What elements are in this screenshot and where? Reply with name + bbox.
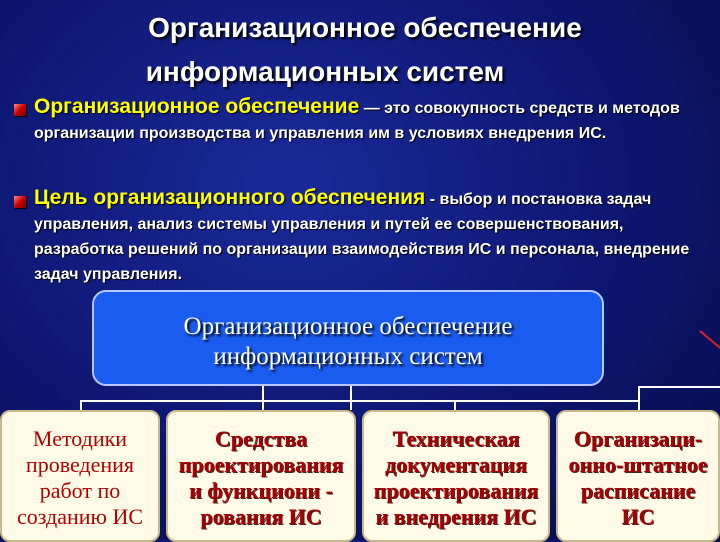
bullet-head: Организационное обеспечение [34, 95, 360, 118]
node-staffing [556, 410, 720, 542]
node-label: Организаци- онно-штатное расписание ИС [568, 426, 708, 529]
bullet-text: — это совокупность средств и методов организации производства и управления им в условиях внедрения ИС. [34, 100, 680, 142]
node-label: Техническая документация проектирования и внедрения ИС [373, 426, 539, 529]
node-label: Методики проведения работ по созданию ИС [16, 426, 144, 529]
bullet-definition [34, 94, 710, 146]
bullet-goal [34, 185, 710, 287]
decor-line [699, 330, 720, 351]
center-line-1: Организационное обеспечение [183, 313, 513, 340]
node-methods [0, 410, 160, 542]
title-line-2: информационных систем [145, 56, 505, 87]
title-line-1: Организационное обеспечение [148, 12, 582, 43]
connector-drop [454, 400, 456, 410]
center-node [92, 290, 604, 386]
bullet-square-icon [14, 104, 26, 116]
node-documentation [362, 410, 550, 542]
node-design-tools [166, 410, 356, 542]
connector-horizontal [80, 400, 640, 402]
node-label: Средства проектирования и функциони - рования ИС [178, 426, 344, 529]
bullet-square-icon [14, 196, 26, 208]
connector-edge [640, 386, 720, 388]
connector-drop [350, 386, 352, 410]
center-line-2: информационных систем [213, 343, 483, 370]
bullet-head: Цель организационного обеспечения [34, 186, 426, 209]
slide-title [0, 6, 720, 94]
connector-drop [638, 386, 640, 410]
bullet-text: - выбор и постановка задач управления, анализ системы управления и путей ее совершенствования, разработка решений по организации взаимодействия ИС и персонала, внедрение задач управления. [34, 191, 690, 283]
connector-drop [80, 400, 82, 410]
connector-drop [262, 386, 264, 410]
